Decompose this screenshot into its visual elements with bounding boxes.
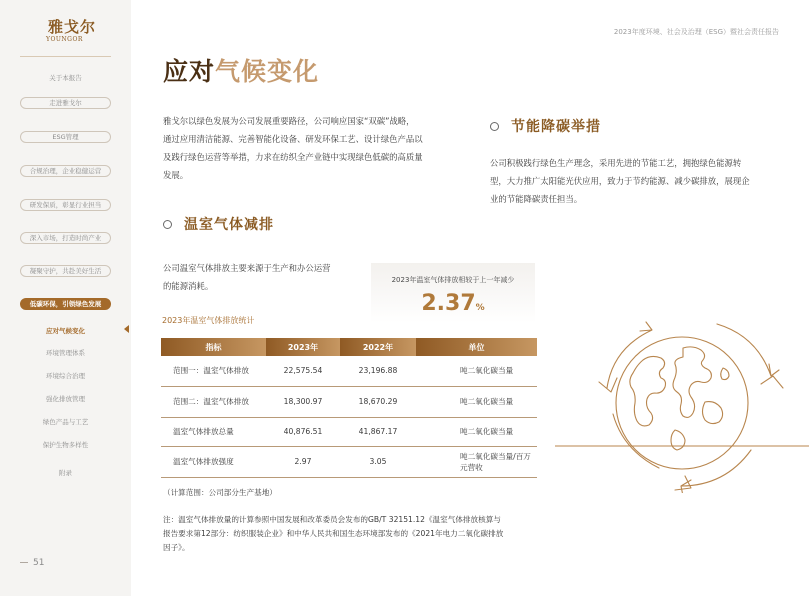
table-cell: 3.05 [340, 446, 416, 477]
table-header-cell: 2023年 [266, 338, 340, 356]
section-ring-icon [490, 122, 499, 131]
table-header-row [161, 338, 537, 356]
intro-paragraph: 雅戈尔以绿色发展为公司发展重要路径，公司响应国家“双碳”战略， 通过应用清洁能源、完善智能化设备、研发环保工艺、设计绿色产品以 及践行绿色运营等举措，力求在纺织全产业链中实现绿色低碳的高质量 发展。 [163, 116, 423, 180]
sidebar-item-governance[interactable]: 合规治理，企业稳健运营 [20, 165, 111, 177]
emissions-table [161, 338, 537, 478]
page-title-part2: 气候变化 [215, 57, 320, 86]
table-cell: 40,876.51 [266, 417, 340, 446]
sidebar-item-green-development[interactable]: 低碳环保，引领绿色发展 [20, 298, 111, 310]
section-heading-ghg: 温室气体减排 [163, 214, 274, 234]
table-row [161, 446, 537, 477]
sidebar-subitem-appendix[interactable]: 附录 [59, 469, 72, 477]
sidebar-item-quality[interactable]: 研发保质，彰显行业担当 [20, 199, 111, 211]
footnote: 注：温室气体排放量的计算参照中国发展和改革委员会发布的GB/T 32151.12《温室气体排放核算与 报告要求第12部分：纺织服装企业》和中华人民共和国生态环境部发布的《2021年电力二氧化碳排放 因子》。 [163, 515, 504, 552]
brand-logo-text: 雅戈尔 [48, 18, 97, 36]
page-title-part1: 应对 [163, 57, 216, 86]
sidebar-nav [0, 0, 131, 596]
sidebar-subitem-emissions[interactable]: 强化排放管理 [46, 395, 85, 403]
table-cell: 吨二氧化碳当量 [416, 356, 537, 386]
table-header-cell: 2022年 [340, 338, 416, 356]
active-nav-arrow-icon [124, 325, 129, 333]
sidebar-item-about-report[interactable]: 关于本报告 [49, 74, 82, 82]
table-title: 2023年温室气体排放统计 [162, 316, 255, 325]
sidebar-subitem-green-products[interactable]: 绿色产品与工艺 [42, 418, 89, 426]
table-cell: 41,867.17 [340, 417, 416, 446]
globe-recycle-illustration [555, 318, 809, 493]
sidebar-item-community[interactable]: 凝聚守护，共赴美好生活 [20, 265, 111, 277]
sidebar-item-about-youngor[interactable]: 走进雅戈尔 [20, 97, 111, 109]
callout-value: 2.37% [421, 291, 485, 316]
page-title [163, 52, 319, 88]
table-cell: 温室气体排放强度 [161, 446, 266, 477]
table-cell: 温室气体排放总量 [161, 417, 266, 446]
sidebar-subitem-biodiversity[interactable]: 保护生物多样性 [42, 441, 89, 449]
ghg-paragraph: 公司温室气体排放主要来源于生产和办公运营 的能源消耗。 [163, 263, 331, 291]
report-title: 2023年度环境、社会及治理（ESG）暨社会责任报告 [613, 28, 779, 36]
table-row [161, 417, 537, 446]
table-row [161, 386, 537, 417]
callout-label: 2023年温室气体排放相较于上一年减少 [391, 276, 515, 284]
table-cell: 范围二：温室气体排放 [161, 386, 266, 417]
table-cell: 范围一：温室气体排放 [161, 356, 266, 386]
logo-divider [20, 56, 111, 57]
section-heading-energy: 节能降碳举措 [490, 116, 601, 136]
sidebar-item-market[interactable]: 深入市场，打造时尚产业 [20, 232, 111, 244]
section-ring-icon [163, 220, 172, 229]
calculation-scope: （计算范围：公司部分生产基地） [163, 488, 277, 497]
table-header-cell: 指标 [161, 338, 266, 356]
table-cell: 2.97 [266, 446, 340, 477]
page-number: 51 [20, 558, 44, 568]
sidebar-item-esg-management[interactable]: ESG管理 [20, 131, 111, 143]
table-row [161, 356, 537, 386]
table-cell: 吨二氧化碳当量 [416, 417, 537, 446]
sidebar-subitem-env-system[interactable]: 环境管理体系 [46, 349, 85, 357]
table-cell: 吨二氧化碳当量 [416, 386, 537, 417]
table-cell: 18,670.29 [340, 386, 416, 417]
sidebar-subitem-env-governance[interactable]: 环境综合治理 [46, 372, 85, 380]
reduction-callout [371, 263, 535, 323]
table-cell: 22,575.54 [266, 356, 340, 386]
table-cell: 18,300.97 [266, 386, 340, 417]
table-header-cell: 单位 [416, 338, 537, 356]
energy-paragraph: 公司积极践行绿色生产理念，采用先进的节能工艺，拥抱绿色能源转 型，大力推广太阳能光伏应用，致力于节约能源、减少碳排放，展现企 业的节能降碳责任担当。 [490, 158, 750, 204]
brand-logo-subtext: YOUNGOR [46, 36, 83, 43]
sidebar-subitem-climate[interactable]: 应对气候变化 [46, 327, 85, 335]
table-cell: 吨二氧化碳当量/百万元营收 [416, 446, 537, 477]
table-cell: 23,196.88 [340, 356, 416, 386]
